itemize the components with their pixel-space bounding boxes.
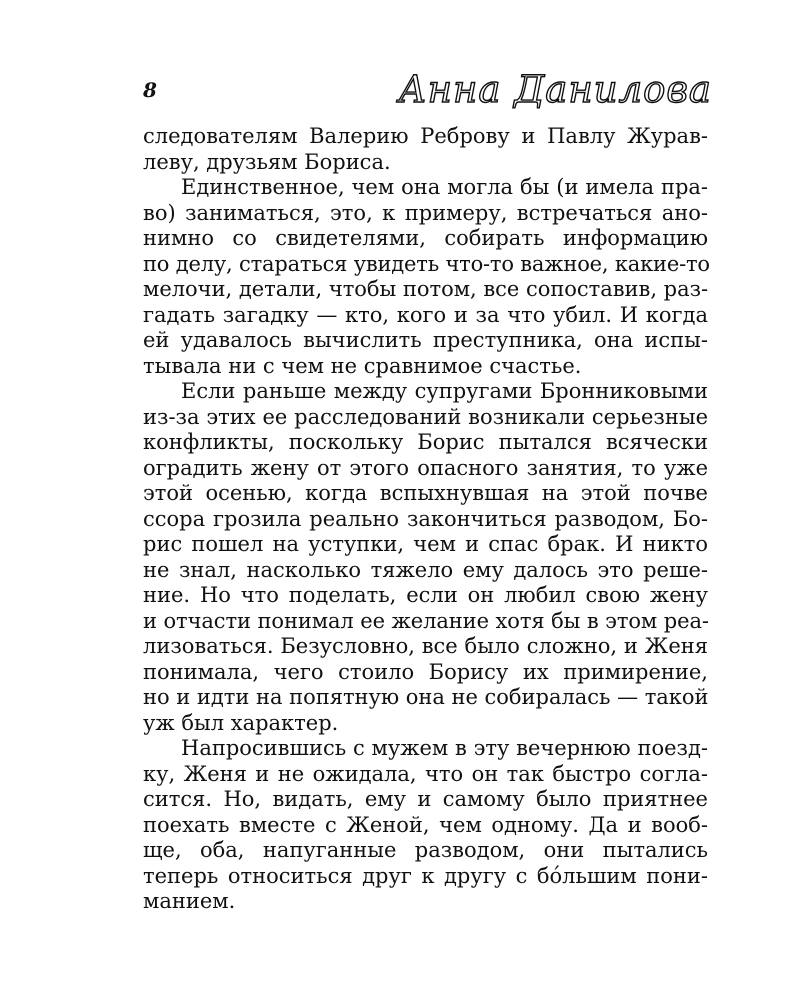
text-line: леву, друзьям Бориса. — [143, 149, 391, 174]
text-line: нимно со свидетелями, собирать информацию — [143, 226, 708, 250]
text-line: тывала ни с чем не сравнимое счастье. — [143, 353, 582, 378]
text-line: по делу, стараться увидеть что-то важное, какие-то — [143, 251, 710, 276]
text-line: и отчасти понимал ее желание хотя бы в этом реа- — [143, 608, 709, 633]
text-line: из-за этих ее расследований возникали серьезные — [143, 404, 708, 429]
text-line: сится. Но, видать, ему и самому было приятнее — [143, 787, 708, 811]
text-line: ние. Но что поделать, если он любил свою жену — [143, 583, 708, 607]
text-line: ку, Женя и не ожидала, что он так быстро согла- — [143, 761, 708, 786]
running-header-author: Анна Данилова — [398, 68, 712, 111]
text-line: этой осенью, когда вспыхнувшая на этой почве — [143, 481, 708, 505]
text-line: манием. — [143, 889, 236, 913]
text-line: гадать загадку — кто, кого и за что убил. И когда — [143, 302, 708, 327]
text-line: ссора грозила реально закончиться разводом, Бо- — [143, 506, 708, 531]
text-line: следователям Валерию Реброву и Павлу Журав- — [143, 124, 708, 148]
text-line: Если раньше между супругами Бронниковыми — [181, 379, 708, 403]
text-line: ще, оба, напуганные разводом, они пытались — [143, 838, 708, 862]
text-line: ей удавалось вычислить преступника, она испы- — [143, 328, 708, 352]
text-line: уж был характер. — [143, 710, 339, 735]
text-line: оградить жену от этого опасного занятия, то уже — [143, 455, 708, 480]
text-line: поехать вместе с Женой, чем одному. Да и вооб- — [143, 812, 708, 837]
body-text — [143, 124, 708, 915]
text-line: Напросившись с мужем в эту вечернюю поезд- — [181, 736, 708, 760]
text-line: рис пошел на уступки, чем и спас брак. И никто — [143, 532, 708, 556]
text-line: не знал, насколько тяжело ему далось это реше- — [143, 557, 708, 582]
text-line: понимала, чего стоило Борису их примирение, — [143, 659, 708, 684]
text-line: Единственное, чем она могла бы (и имела пра- — [181, 175, 708, 199]
text-line: но и идти на попятную она не собиралась — такой — [143, 685, 709, 709]
text-line: во) заниматься, это, к примеру, встречаться ано- — [143, 200, 708, 225]
page-number: 8 — [143, 78, 157, 102]
text-line: мелочи, детали, чтобы потом, все сопоставив, раз- — [143, 277, 709, 301]
text-line: теперь относиться друг к другу с бо́льшим пони- — [143, 863, 708, 888]
text-line: лизоваться. Безусловно, все было сложно, и Женя — [143, 634, 708, 658]
text-line: конфликты, поскольку Борис пытался всячески — [143, 430, 708, 454]
